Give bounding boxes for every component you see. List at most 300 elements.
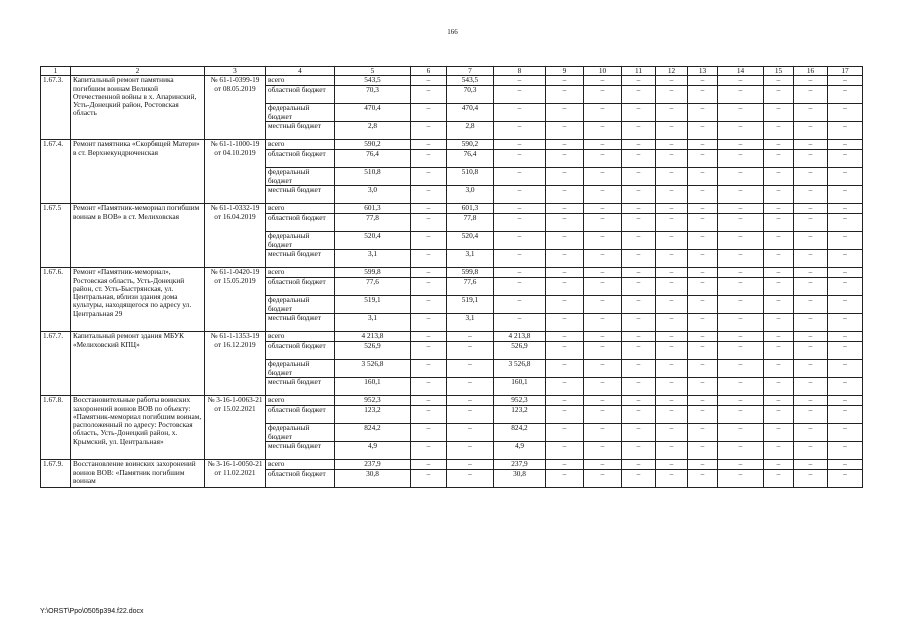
page-number: 166 — [447, 28, 458, 36]
cell-col15: – — [764, 460, 794, 470]
cell-col8: – — [494, 268, 546, 278]
funding-source: областной бюджет — [266, 214, 335, 232]
cell-col14: – — [718, 86, 764, 104]
cell-col16: – — [794, 86, 828, 104]
cell-col12: – — [656, 442, 688, 460]
cell-col7: 543,5 — [447, 76, 494, 86]
cell-col7: 3,0 — [447, 186, 494, 204]
cell-total: 30,8 — [335, 470, 411, 488]
cell-col10: – — [584, 186, 622, 204]
cell-col6: – — [411, 332, 447, 342]
cell-col13: – — [688, 360, 718, 378]
cell-col11: – — [622, 214, 656, 232]
cell-col15: – — [764, 278, 794, 296]
cell-col17: – — [828, 360, 863, 378]
cell-col9: – — [546, 424, 584, 442]
item-number: 1.67.6. — [41, 268, 71, 332]
cell-col15: – — [764, 378, 794, 396]
cell-col15: – — [764, 314, 794, 332]
cell-col14: – — [718, 214, 764, 232]
funding-source: федеральный бюджет — [266, 424, 335, 442]
cell-total: 520,4 — [335, 232, 411, 250]
funding-source: федеральный бюджет — [266, 104, 335, 122]
item-number: 1.67.7. — [41, 332, 71, 396]
cell-col9: – — [546, 406, 584, 424]
cell-col7: 2,8 — [447, 122, 494, 140]
cell-col14: – — [718, 278, 764, 296]
cell-col16: – — [794, 76, 828, 86]
cell-col8: – — [494, 278, 546, 296]
cell-col9: – — [546, 232, 584, 250]
cell-col16: – — [794, 396, 828, 406]
cell-col15: – — [764, 442, 794, 460]
cell-col9: – — [546, 168, 584, 186]
column-header-11: 11 — [622, 67, 656, 76]
cell-col12: – — [656, 460, 688, 470]
cell-col7: – — [447, 424, 494, 442]
column-header-2: 2 — [71, 67, 205, 76]
cell-col6: – — [411, 378, 447, 396]
cell-col11: – — [622, 460, 656, 470]
funding-source: областной бюджет — [266, 406, 335, 424]
column-header-13: 13 — [688, 67, 718, 76]
cell-total: 3,1 — [335, 250, 411, 268]
cell-col10: – — [584, 122, 622, 140]
cell-col13: – — [688, 424, 718, 442]
cell-col11: – — [622, 278, 656, 296]
cell-col6: – — [411, 122, 447, 140]
cell-col10: – — [584, 104, 622, 122]
cell-col12: – — [656, 314, 688, 332]
cell-col11: – — [622, 470, 656, 488]
cell-col10: – — [584, 204, 622, 214]
cell-col15: – — [764, 250, 794, 268]
cell-col9: – — [546, 296, 584, 314]
cell-col6: – — [411, 250, 447, 268]
cell-col9: – — [546, 140, 584, 150]
cell-col11: – — [622, 104, 656, 122]
cell-col12: – — [656, 232, 688, 250]
cell-col7: – — [447, 406, 494, 424]
cell-col8: – — [494, 250, 546, 268]
cell-col15: – — [764, 332, 794, 342]
cell-col6: – — [411, 268, 447, 278]
cell-col9: – — [546, 314, 584, 332]
table-row — [41, 76, 863, 86]
cell-col17: – — [828, 104, 863, 122]
cell-col17: – — [828, 314, 863, 332]
cell-col16: – — [794, 204, 828, 214]
cell-col14: – — [718, 268, 764, 278]
cell-col11: – — [622, 122, 656, 140]
funding-source: всего — [266, 140, 335, 150]
cell-col16: – — [794, 168, 828, 186]
cell-col13: – — [688, 168, 718, 186]
cell-total: 70,3 — [335, 86, 411, 104]
cell-col12: – — [656, 86, 688, 104]
table-body — [41, 76, 863, 488]
cell-col13: – — [688, 332, 718, 342]
funding-source: федеральный бюджет — [266, 168, 335, 186]
cell-col17: – — [828, 232, 863, 250]
column-header-17: 17 — [828, 67, 863, 76]
cell-col15: – — [764, 424, 794, 442]
cell-col13: – — [688, 460, 718, 470]
cell-col12: – — [656, 140, 688, 150]
cell-col11: – — [622, 140, 656, 150]
file-path-footer: Y:\ORST\Ppo\0505p394.f22.docx — [40, 608, 144, 615]
cell-col14: – — [718, 378, 764, 396]
cell-col11: – — [622, 232, 656, 250]
cell-col15: – — [764, 406, 794, 424]
cell-col8: – — [494, 150, 546, 168]
column-header-15: 15 — [764, 67, 794, 76]
cell-col6: – — [411, 360, 447, 378]
cell-col9: – — [546, 122, 584, 140]
cell-col8: – — [494, 122, 546, 140]
cell-col6: – — [411, 442, 447, 460]
cell-col7: – — [447, 360, 494, 378]
cell-col6: – — [411, 460, 447, 470]
cell-col10: – — [584, 378, 622, 396]
cell-col11: – — [622, 150, 656, 168]
column-header-6: 6 — [411, 67, 447, 76]
column-header-1: 1 — [41, 67, 71, 76]
cell-col7: 76,4 — [447, 150, 494, 168]
cell-total: 590,2 — [335, 140, 411, 150]
cell-col9: – — [546, 150, 584, 168]
cell-col15: – — [764, 342, 794, 360]
cell-col12: – — [656, 470, 688, 488]
cell-col6: – — [411, 150, 447, 168]
cell-col9: – — [546, 214, 584, 232]
cell-col8: 160,1 — [494, 378, 546, 396]
funding-source: местный бюджет — [266, 122, 335, 140]
cell-col9: – — [546, 460, 584, 470]
cell-col11: – — [622, 168, 656, 186]
column-header-4: 4 — [266, 67, 335, 76]
funding-source: всего — [266, 268, 335, 278]
cell-col13: – — [688, 86, 718, 104]
cell-col14: – — [718, 122, 764, 140]
cell-col16: – — [794, 296, 828, 314]
cell-col15: – — [764, 470, 794, 488]
header-row — [41, 67, 863, 76]
column-header-3: 3 — [205, 67, 266, 76]
cell-col12: – — [656, 250, 688, 268]
cell-col8: – — [494, 168, 546, 186]
cell-col11: – — [622, 86, 656, 104]
cell-col11: – — [622, 406, 656, 424]
cell-col8: 237,9 — [494, 460, 546, 470]
column-header-7: 7 — [447, 67, 494, 76]
cell-col12: – — [656, 150, 688, 168]
cell-col9: – — [546, 442, 584, 460]
cell-col10: – — [584, 86, 622, 104]
cell-col8: 4,9 — [494, 442, 546, 460]
cell-total: 519,1 — [335, 296, 411, 314]
cell-col6: – — [411, 296, 447, 314]
cell-col14: – — [718, 232, 764, 250]
cell-col11: – — [622, 360, 656, 378]
item-name: Капитальный ремонт здания МБУК «Мелиховский КПЦ» — [71, 332, 205, 396]
cell-col15: – — [764, 168, 794, 186]
cell-col7: 599,8 — [447, 268, 494, 278]
cell-col10: – — [584, 396, 622, 406]
cell-col16: – — [794, 332, 828, 342]
cell-col13: – — [688, 314, 718, 332]
cell-col12: – — [656, 204, 688, 214]
table-row — [41, 140, 863, 150]
cell-col13: – — [688, 470, 718, 488]
cell-col12: – — [656, 278, 688, 296]
cell-col6: – — [411, 232, 447, 250]
cell-col14: – — [718, 250, 764, 268]
cell-total: 952,3 — [335, 396, 411, 406]
cell-col16: – — [794, 360, 828, 378]
cell-col16: – — [794, 140, 828, 150]
cell-col6: – — [411, 168, 447, 186]
cell-col8: – — [494, 186, 546, 204]
cell-col13: – — [688, 378, 718, 396]
item-registration-code: № 61-1-0332-19 от 16.04.2019 — [205, 204, 266, 268]
cell-col6: – — [411, 406, 447, 424]
cell-total: 510,8 — [335, 168, 411, 186]
column-header-8: 8 — [494, 67, 546, 76]
cell-col13: – — [688, 76, 718, 86]
funding-source: местный бюджет — [266, 314, 335, 332]
cell-total: 160,1 — [335, 378, 411, 396]
item-registration-code: № 61-1-0399-19 от 08.05.2019 — [205, 76, 266, 140]
cell-col13: – — [688, 442, 718, 460]
cell-col11: – — [622, 314, 656, 332]
cell-col13: – — [688, 232, 718, 250]
cell-col17: – — [828, 470, 863, 488]
cell-col9: – — [546, 186, 584, 204]
table-row — [41, 396, 863, 406]
cell-col14: – — [718, 460, 764, 470]
cell-col9: – — [546, 86, 584, 104]
cell-col11: – — [622, 442, 656, 460]
cell-col6: – — [411, 86, 447, 104]
cell-col7: – — [447, 342, 494, 360]
cell-col13: – — [688, 396, 718, 406]
cell-col13: – — [688, 296, 718, 314]
cell-col13: – — [688, 204, 718, 214]
cell-col17: – — [828, 332, 863, 342]
cell-col14: – — [718, 204, 764, 214]
cell-col12: – — [656, 406, 688, 424]
cell-col8: 952,3 — [494, 396, 546, 406]
funding-source: всего — [266, 396, 335, 406]
cell-col13: – — [688, 150, 718, 168]
cell-col12: – — [656, 342, 688, 360]
cell-col6: – — [411, 278, 447, 296]
cell-col13: – — [688, 342, 718, 360]
cell-col9: – — [546, 104, 584, 122]
cell-col6: – — [411, 214, 447, 232]
cell-col10: – — [584, 268, 622, 278]
cell-col7: – — [447, 470, 494, 488]
cell-col14: – — [718, 104, 764, 122]
cell-col10: – — [584, 460, 622, 470]
cell-col15: – — [764, 122, 794, 140]
cell-col15: – — [764, 140, 794, 150]
item-registration-code: № 3-16-1-0050-21 от 11.02.2021 — [205, 460, 266, 488]
cell-col8: 824,2 — [494, 424, 546, 442]
cell-col14: – — [718, 360, 764, 378]
cell-col16: – — [794, 214, 828, 232]
cell-col10: – — [584, 406, 622, 424]
item-name: Ремонт памятника «Скорбящей Матери» в ст. Верхнекундрюченская — [71, 140, 205, 204]
cell-col15: – — [764, 104, 794, 122]
item-name: Капитальный ремонт памятника погибшим воинам Великой Отечественной войны в х. Апаринский, Усть-Донецкий район, Ростовская область — [71, 76, 205, 140]
cell-total: 4,9 — [335, 442, 411, 460]
cell-col7: 70,3 — [447, 86, 494, 104]
cell-col17: – — [828, 296, 863, 314]
cell-col11: – — [622, 250, 656, 268]
cell-col14: – — [718, 442, 764, 460]
cell-col12: – — [656, 378, 688, 396]
cell-col12: – — [656, 360, 688, 378]
cell-col14: – — [718, 314, 764, 332]
cell-col14: – — [718, 470, 764, 488]
cell-total: 526,9 — [335, 342, 411, 360]
cell-col16: – — [794, 342, 828, 360]
table-row — [41, 332, 863, 342]
table-row — [41, 268, 863, 278]
cell-col16: – — [794, 268, 828, 278]
cell-col17: – — [828, 140, 863, 150]
funding-source: всего — [266, 76, 335, 86]
cell-col12: – — [656, 396, 688, 406]
funding-source: местный бюджет — [266, 186, 335, 204]
cell-col8: – — [494, 232, 546, 250]
cell-col8: – — [494, 314, 546, 332]
cell-col9: – — [546, 76, 584, 86]
cell-col17: – — [828, 406, 863, 424]
cell-col10: – — [584, 442, 622, 460]
cell-col7: 520,4 — [447, 232, 494, 250]
cell-col11: – — [622, 186, 656, 204]
item-number: 1.67.8. — [41, 396, 71, 460]
cell-col11: – — [622, 396, 656, 406]
cell-col10: – — [584, 140, 622, 150]
cell-col16: – — [794, 150, 828, 168]
cell-col15: – — [764, 204, 794, 214]
cell-col15: – — [764, 396, 794, 406]
item-name: Восстановительные работы воинских захоронений воинов ВОВ по объекту: «Памятник-мемориал погибшим воинам, расположенный по адресу: Ростовская область, Усть-Донецкий район, х. Крымский, ул. Центральная» — [71, 396, 205, 460]
cell-total: 3,1 — [335, 314, 411, 332]
funding-source: областной бюджет — [266, 86, 335, 104]
cell-col10: – — [584, 150, 622, 168]
cell-total: 77,8 — [335, 214, 411, 232]
cell-col8: 123,2 — [494, 406, 546, 424]
cell-col16: – — [794, 186, 828, 204]
cell-col16: – — [794, 232, 828, 250]
funding-source: местный бюджет — [266, 250, 335, 268]
cell-col14: – — [718, 186, 764, 204]
cell-col17: – — [828, 86, 863, 104]
cell-col7: – — [447, 378, 494, 396]
cell-col15: – — [764, 232, 794, 250]
cell-col7: – — [447, 442, 494, 460]
cell-col8: 526,9 — [494, 342, 546, 360]
column-header-12: 12 — [656, 67, 688, 76]
cell-col15: – — [764, 150, 794, 168]
funding-source: областной бюджет — [266, 150, 335, 168]
cell-col8: 3 526,8 — [494, 360, 546, 378]
column-header-16: 16 — [794, 67, 828, 76]
cell-col6: – — [411, 140, 447, 150]
cell-col8: 4 213,8 — [494, 332, 546, 342]
cell-col8: – — [494, 86, 546, 104]
cell-col10: – — [584, 168, 622, 186]
cell-col14: – — [718, 150, 764, 168]
cell-total: 543,5 — [335, 76, 411, 86]
cell-col17: – — [828, 250, 863, 268]
cell-col9: – — [546, 278, 584, 296]
cell-col9: – — [546, 342, 584, 360]
cell-col12: – — [656, 186, 688, 204]
item-registration-code: № 3-16-1-0063-21 от 15.02.2021 — [205, 396, 266, 460]
cell-col8: – — [494, 76, 546, 86]
cell-col6: – — [411, 424, 447, 442]
cell-col14: – — [718, 76, 764, 86]
cell-col7: 77,8 — [447, 214, 494, 232]
cell-col16: – — [794, 442, 828, 460]
cell-col10: – — [584, 360, 622, 378]
funding-source: федеральный бюджет — [266, 296, 335, 314]
cell-col13: – — [688, 186, 718, 204]
cell-col6: – — [411, 314, 447, 332]
cell-col13: – — [688, 268, 718, 278]
cell-col9: – — [546, 250, 584, 268]
funding-source: всего — [266, 460, 335, 470]
cell-col11: – — [622, 204, 656, 214]
cell-col17: – — [828, 378, 863, 396]
column-header-10: 10 — [584, 67, 622, 76]
cell-col11: – — [622, 378, 656, 396]
column-header-14: 14 — [718, 67, 764, 76]
funding-source: областной бюджет — [266, 470, 335, 488]
item-registration-code: № 61-1-0420-19 от 15.05.2019 — [205, 268, 266, 332]
cell-col6: – — [411, 76, 447, 86]
cell-col9: – — [546, 360, 584, 378]
cell-col17: – — [828, 204, 863, 214]
cell-col16: – — [794, 122, 828, 140]
table-row — [41, 460, 863, 470]
cell-col6: – — [411, 342, 447, 360]
cell-col13: – — [688, 406, 718, 424]
cell-col14: – — [718, 332, 764, 342]
cell-col11: – — [622, 296, 656, 314]
cell-col11: – — [622, 268, 656, 278]
cell-col17: – — [828, 442, 863, 460]
cell-col12: – — [656, 122, 688, 140]
item-number: 1.67.4. — [41, 140, 71, 204]
cell-col7: 510,8 — [447, 168, 494, 186]
cell-col9: – — [546, 268, 584, 278]
cell-col9: – — [546, 332, 584, 342]
cell-col16: – — [794, 378, 828, 396]
cell-col10: – — [584, 332, 622, 342]
cell-col11: – — [622, 76, 656, 86]
funding-source: федеральный бюджет — [266, 232, 335, 250]
cell-col11: – — [622, 342, 656, 360]
cell-col16: – — [794, 278, 828, 296]
funding-source: местный бюджет — [266, 442, 335, 460]
